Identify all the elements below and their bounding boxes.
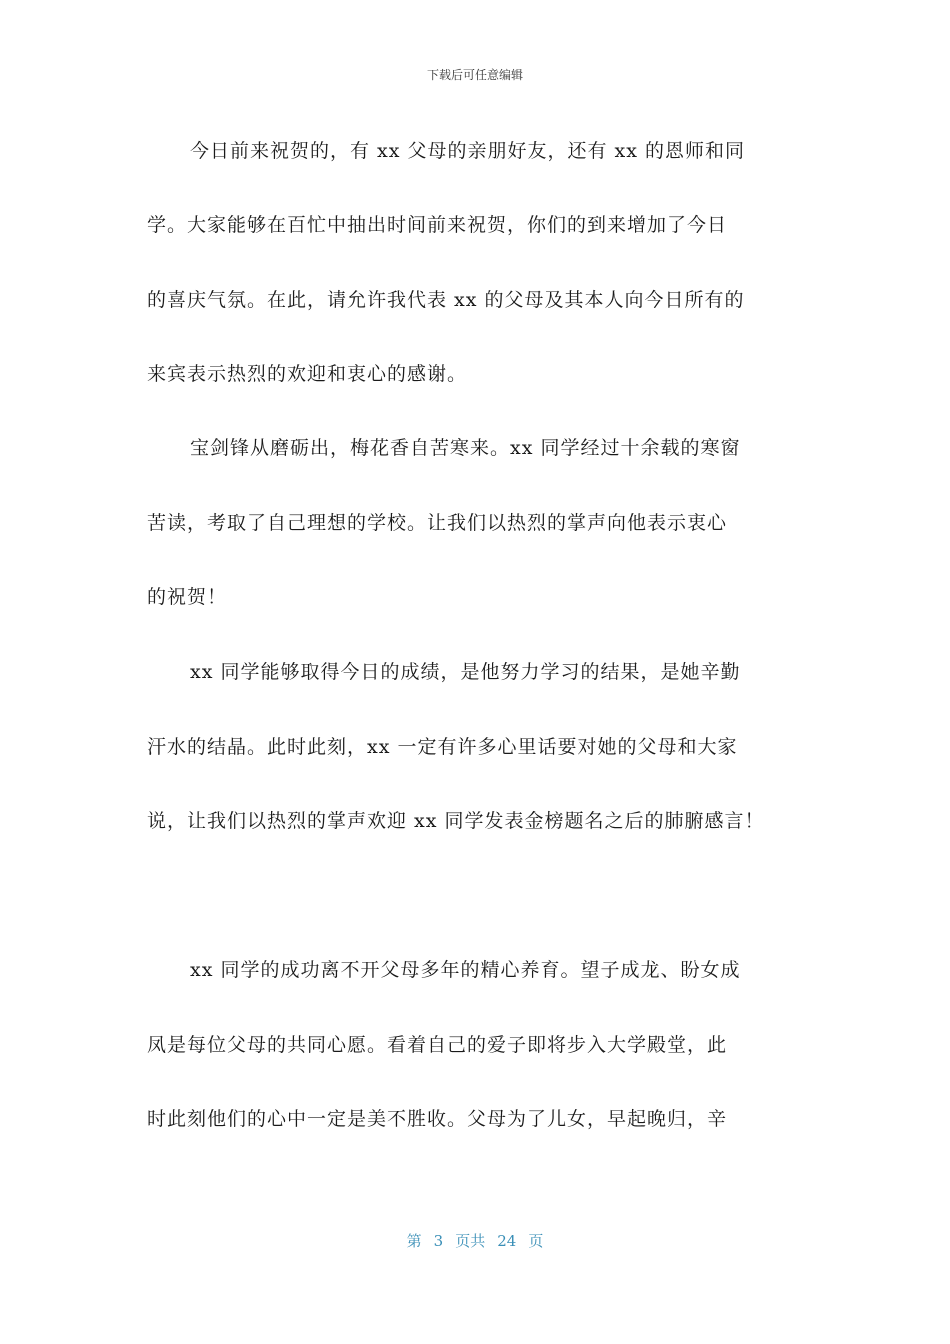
text-line: 今日前来祝贺的，有 xx 父母的亲朋好友，还有 xx 的恩师和同: [190, 140, 746, 162]
text-line: xx 同学能够取得今日的成绩，是他努力学习的结果，是她辛勤: [190, 661, 741, 683]
footer-end-word: 页: [528, 1232, 544, 1250]
footer-page-word: 第: [406, 1232, 422, 1250]
text-line: 凤是每位父母的共同心愿。看着自己的爱子即将步入大学殿堂，此: [147, 1034, 728, 1056]
page-footer: [0, 1230, 950, 1251]
text-line: 的祝贺！: [147, 586, 228, 608]
footer-mid-word: 页共: [455, 1232, 486, 1250]
text-line: 学。大家能够在百忙中抽出时间前来祝贺，你们的到来增加了今日: [147, 214, 728, 236]
text-line: 时此刻他们的心中一定是美不胜收。父母为了儿女，早起晚归，辛: [147, 1108, 728, 1130]
text-line: 汗水的结晶。此时此刻，xx 一定有许多心里话要对她的父母和大家: [147, 736, 738, 758]
text-line: 来宾表示热烈的欢迎和衷心的感谢。: [147, 363, 468, 385]
text-line: 宝剑锋从磨砺出，梅花香自苦寒来。xx 同学经过十余载的寒窗: [190, 437, 741, 459]
page-header-note: 下载后可任意编辑: [426, 68, 523, 82]
text-line: 的喜庆气氛。在此，请允许我代表 xx 的父母及其本人向今日所有的: [147, 289, 745, 311]
text-line: 苦读，考取了自己理想的学校。让我们以热烈的掌声向他表示衷心: [147, 512, 728, 534]
text-line: xx 同学的成功离不开父母多年的精心养育。望子成龙、盼女成: [190, 959, 741, 981]
text-line: 说，让我们以热烈的掌声欢迎 xx 同学发表金榜题名之后的肺腑感言！: [147, 810, 765, 832]
footer-total-pages: 24: [497, 1232, 517, 1250]
footer-page-number: 3: [433, 1232, 444, 1250]
